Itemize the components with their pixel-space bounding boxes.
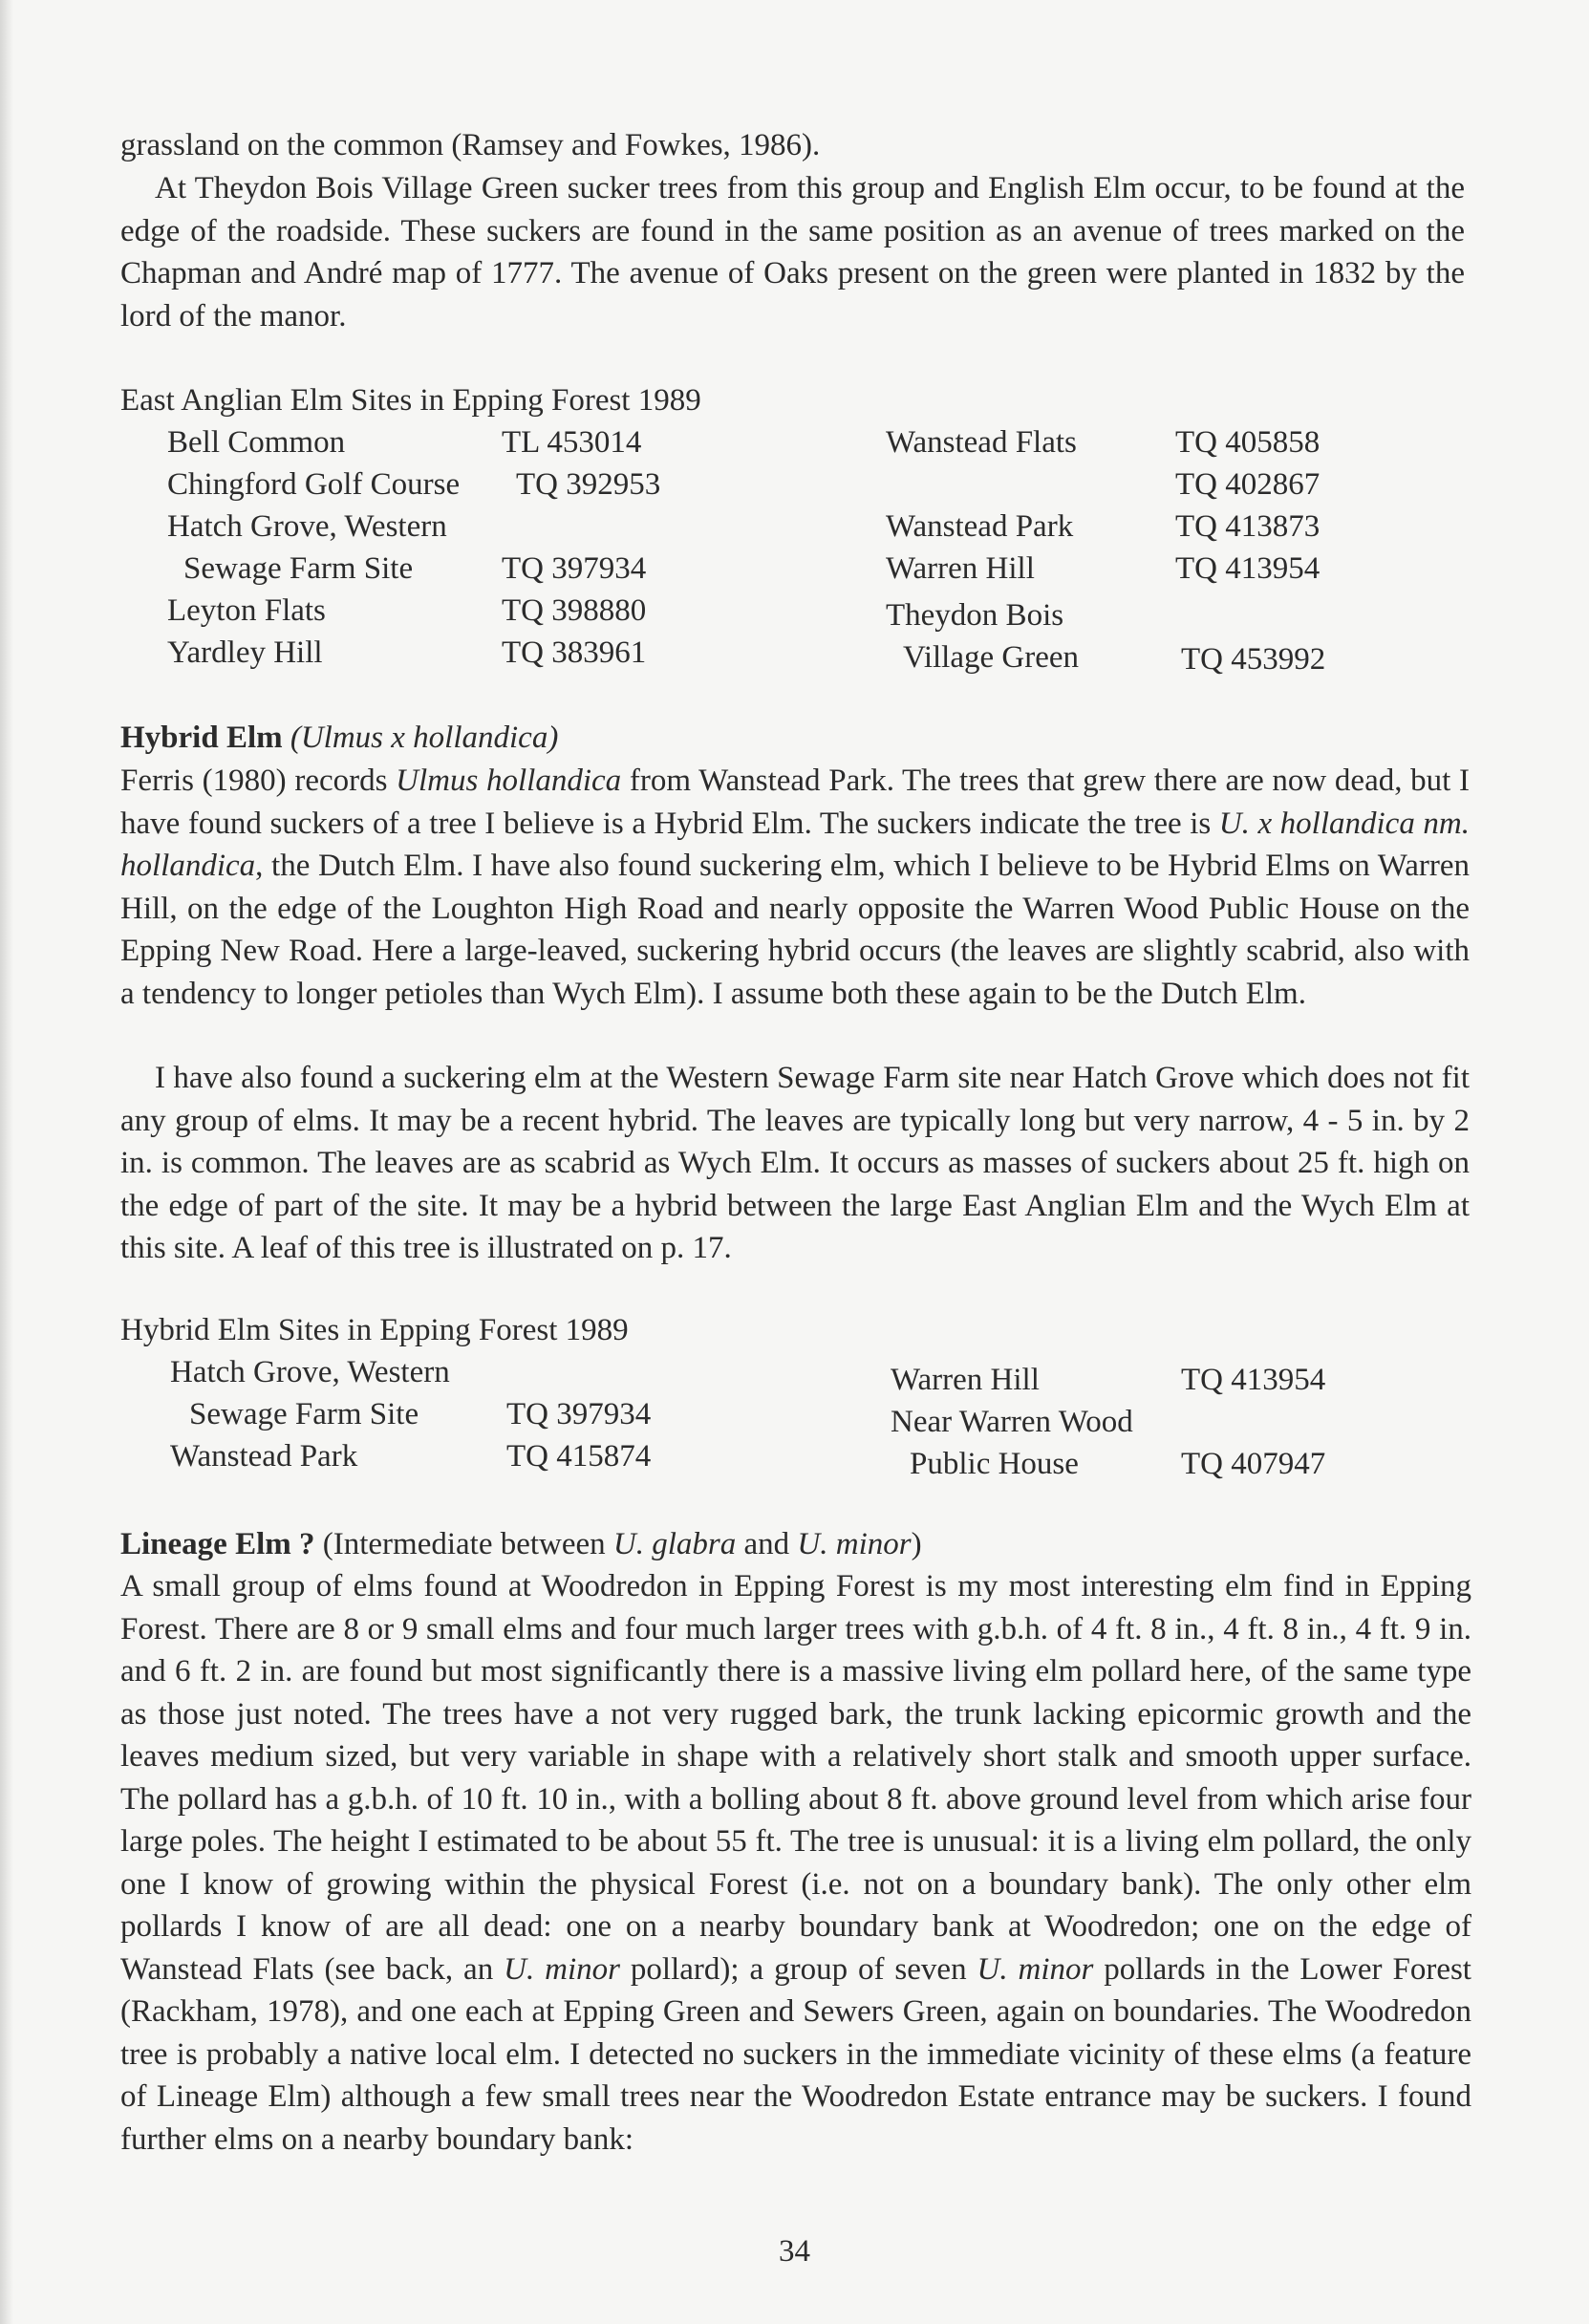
grid-ref: TQ 413954: [1175, 551, 1321, 586]
site-name: Sewage Farm Site: [183, 551, 414, 586]
grid-ref: TQ 392953: [516, 467, 661, 502]
paragraph-hybrid-1: [120, 760, 1470, 1015]
site-name: Bell Common: [167, 425, 346, 460]
grid-ref: TQ 397934: [502, 551, 647, 586]
site-name: Wanstead Park: [886, 509, 1074, 544]
text-run: and: [736, 1527, 798, 1561]
text-run: from Wanstead Park. The trees that grew there are now dead, but I have found suckers of a tree I believe is a Hybrid Elm. The suckers indicate the tree is: [120, 764, 1471, 841]
site-name: Village Green: [903, 640, 1080, 675]
page-number: 34: [779, 2234, 810, 2269]
grid-ref: TQ 402867: [1175, 467, 1321, 502]
text-run-italic: U. minor: [977, 1951, 1094, 1987]
grid-ref: TQ 405858: [1175, 425, 1321, 460]
site-name: Warren Hill: [891, 1363, 1040, 1397]
site-name: Public House: [910, 1447, 1079, 1481]
text-run: Ferris (1980) records: [120, 764, 397, 798]
paragraph-line: grassland on the common (Ramsey and Fowkes, 1986).: [120, 128, 821, 162]
text-run-italic: U. x hollandica nm. hollandica: [120, 806, 1470, 883]
site-name: Wanstead Park: [170, 1439, 358, 1474]
site-name: Leyton Flats: [167, 593, 326, 628]
grid-ref: TQ 407947: [1181, 1447, 1326, 1481]
text-run: pollards in the Lower Forest (Rackham, 1978), and one each at Epping Green and Sewers Green, again on boundaries. The Woodredon tree is probably a native local elm. I detected no suckers in the immediate vicinity of these elms (a feature of Lineage Elm) although a few small trees near the Woodredon Estate entrance may be suckers. I found further elms on a nearby boundary bank:: [120, 1951, 1471, 2157]
grid-ref: TL 453014: [502, 425, 642, 460]
site-name: Warren Hill: [886, 551, 1035, 586]
grid-ref: TQ 413954: [1181, 1363, 1326, 1397]
grid-ref: TQ 383961: [502, 635, 647, 670]
grid-ref: TQ 453992: [1181, 642, 1326, 677]
site-name: Sewage Farm Site: [189, 1397, 419, 1431]
grid-ref: TQ 415874: [506, 1439, 652, 1474]
text-run: A small group of elms found at Woodredon in Epping Forest is my most interesting elm find in Epping Forest. There are 8 or 9 small elms and four much larger trees with g.b.h. of 4 ft. 8 in., 4 ft. 8 in., 4 ft. 9 in. and 6 ft. 2 in. are found but most significantly there is a massive living elm pollard here, of the same type as those just noted. The trees have a not very rugged bark, the trunk lacking epicormic growth and the leaves medium sized, but very variable in shape with a relatively short stalk and smooth upper surface. The pollard has a g.b.h. of 10 ft. 10 in., with a bolling about 8 ft. above ground level from which arise four large poles. The height I estimated to be about 55 ft. The tree is unusual: it is a living elm pollard, the only one I know of growing within the physical Forest (i.e. not on a boundary bank). The only other elm pollards I know of are all dead: one on a nearby boundary bank at Woodredon; one on the edge of Wanstead Flats (see back, an: [120, 1569, 1471, 1987]
site-name: Wanstead Flats: [886, 425, 1077, 460]
grid-ref: TQ 397934: [506, 1397, 652, 1431]
table-title-hybrid: Hybrid Elm Sites in Epping Forest 1989: [120, 1313, 629, 1347]
paragraph-theydon-bois: At Theydon Bois Village Green sucker trees from this group and English Elm occur, to be found at the edge of the roadside. These suckers are found in the same position as an avenue of trees marked on the Chapman and André map of 1777. The avenue of Oaks present on the green were planted in 1832 by the lord of the manor.: [120, 171, 1465, 334]
site-name: Yardley Hill: [167, 635, 323, 670]
heading-hybrid-elm: [120, 717, 1468, 760]
site-name: Theydon Bois: [886, 598, 1064, 633]
heading-text: Lineage Elm ?: [120, 1527, 315, 1561]
text-run: pollard); a group of seven: [620, 1951, 977, 1987]
text-run-italic: U. minor: [797, 1527, 912, 1561]
text-run: ): [911, 1527, 922, 1561]
paragraph-continuation: [120, 124, 1468, 167]
paragraph-lineage: [120, 1565, 1471, 2161]
heading-lineage-elm: [120, 1523, 1468, 1566]
site-name: Near Warren Wood: [891, 1405, 1133, 1439]
text-run-italic: U. glabra: [612, 1527, 737, 1561]
paragraph-hybrid-2: I have also found a suckering elm at the Western Sewage Farm site near Hatch Grove which does not fit any group of elms. It may be a recent hybrid. The leaves are typically long but very narrow, 4 - 5 in. by 2 in. is common. The leaves are as scabrid as Wych Elm. It occurs as masses of suckers about 25 ft. high on the edge of part of the site. It may be a hybrid between the large East Anglian Elm and the Wych Elm at this site. A leaf of this tree is illustrated on p. 17.: [120, 1061, 1470, 1265]
grid-ref: TQ 413873: [1175, 509, 1321, 544]
text-run: , the Dutch Elm. I have also found suckering elm, which I believe to be Hybrid Elms on Warren Hill, on the edge of the Loughton High Road and nearly opposite the Warren Wood Public House on the Epping New Road. Here a large-leaved, suckering hybrid occurs (the leaves are slightly scabrid, also with a tendency to longer petioles than Wych Elm). I assume both these again to be the Dutch Elm.: [120, 849, 1470, 1011]
site-name: Hatch Grove, Western: [170, 1355, 450, 1389]
heading-text: Hybrid Elm: [120, 721, 283, 755]
table-title-east-anglian: East Anglian Elm Sites in Epping Forest 1989: [120, 383, 701, 418]
site-name: Hatch Grove, Western: [167, 509, 447, 544]
site-name: Chingford Golf Course: [167, 467, 461, 502]
heading-scientific-name: (Ulmus x hollandica): [290, 721, 559, 755]
text-run-italic: U. minor: [504, 1951, 620, 1987]
page-edge-shadow: [0, 0, 13, 2324]
grid-ref: TQ 398880: [502, 593, 647, 628]
text-run-italic: Ulmus hollandica: [396, 764, 622, 798]
text-run: (Intermediate between: [314, 1527, 613, 1561]
